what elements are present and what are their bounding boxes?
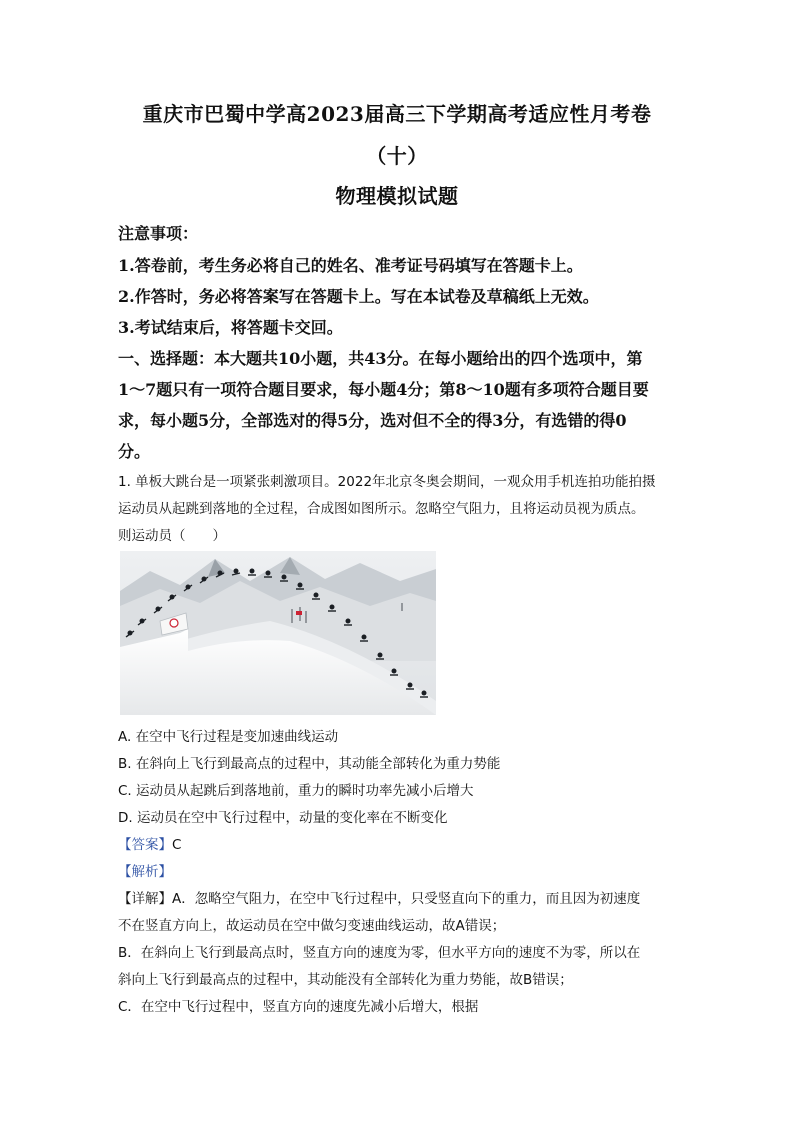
section-instructions-line: 分。: [118, 442, 151, 461]
answer-line: [118, 833, 181, 853]
option-b: B. 在斜向上飞行到最高点的过程中，其动能全部转化为重力势能: [118, 756, 501, 772]
section-instructions-line: 一、选择题：本大题共10小题，共43分。在每小题给出的四个选项中，第: [118, 349, 643, 368]
detail-line: 不在竖直方向上，故运动员在空中做匀变速曲线运动，故A错误；: [118, 918, 506, 934]
snowboard-jump-photo: [120, 551, 436, 715]
option-c: C. 运动员从起跳后到落地前，重力的瞬时功率先减小后增大: [118, 783, 474, 799]
notice-item: 1.答卷前，考生务必将自己的姓名、准考证号码填写在答题卡上。: [118, 256, 583, 275]
section-instructions-line: 1～7题只有一项符合题目要求，每小题4分；第8～10题有多项符合题目要: [118, 380, 649, 399]
detail-line: 斜向上飞行到最高点的过程中，其动能没有全部转化为重力势能，故B错误；: [118, 972, 573, 988]
notice-item: 2.作答时，务必将答案写在答题卡上。写在本试卷及草稿纸上无效。: [118, 287, 599, 306]
option-d: D. 运动员在空中飞行过程中，动量的变化率在不断变化: [118, 810, 448, 826]
notice-heading: 注意事项：: [118, 224, 199, 243]
answer-value: C: [172, 837, 182, 853]
question-stem-line: 运动员从起跳到落地的全过程，合成图如图所示。忽略空气阻力，且将运动员视为质点。: [118, 501, 645, 517]
analysis-tag: 【解析】: [118, 864, 172, 880]
detail-line: [118, 887, 640, 907]
notice-item: 3.考试结束后，将答题卡交回。: [118, 318, 343, 337]
question-stem-line: 则运动员（ ）: [118, 528, 226, 544]
exam-title: 重庆市巴蜀中学高2023届高三下学期高考适应性月考卷: [142, 102, 652, 126]
option-a: A. 在空中飞行过程是变加速曲线运动: [118, 729, 339, 745]
exam-title-number: （十）: [366, 144, 428, 168]
section-instructions-line: 求，每小题5分，全部选对的得5分，选对但不全的得3分，有选错的得0: [118, 411, 627, 430]
question-stem-line: 1. 单板大跳台是一项紧张刺激项目。2022年北京冬奥会期间，一观众用手机连拍功能拍摄: [118, 474, 656, 490]
detail-text: A．忽略空气阻力，在空中飞行过程中，只受竖直向下的重力，而且因为初速度: [172, 891, 641, 907]
analysis-heading: [118, 860, 172, 880]
exam-subtitle: 物理模拟试题: [335, 184, 459, 208]
detail-tag: 【详解】: [118, 891, 172, 907]
detail-line: C．在空中飞行过程中，竖直方向的速度先减小后增大，根据: [118, 999, 479, 1015]
answer-tag: 【答案】: [118, 837, 172, 853]
detail-line: B．在斜向上飞行到最高点时，竖直方向的速度为零，但水平方向的速度不为零，所以在: [118, 945, 641, 961]
